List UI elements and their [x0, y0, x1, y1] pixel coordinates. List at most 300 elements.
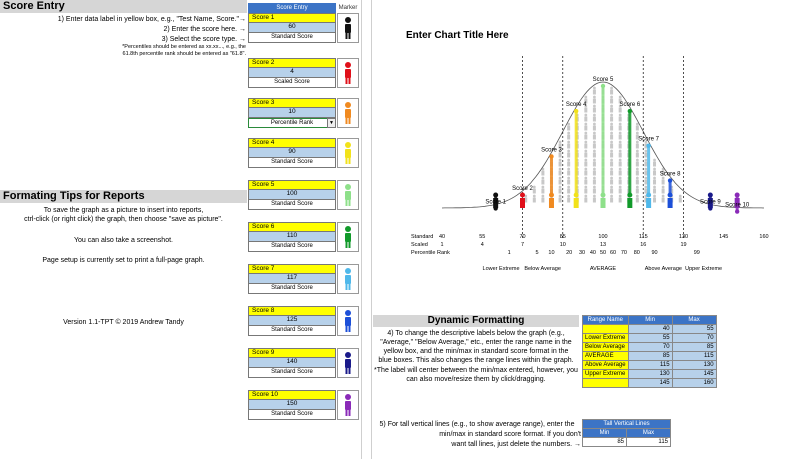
crowd-person-icon: [584, 108, 587, 113]
person-marker-icon: [601, 193, 606, 198]
score-type-select[interactable]: [248, 326, 336, 336]
axis-tick-label: 16: [640, 242, 647, 248]
crowd-person-icon: [584, 150, 587, 153]
score-block-10: [248, 390, 336, 420]
crowd-person-icon: [567, 177, 570, 180]
crowd-person-icon: [593, 123, 596, 126]
axis-tick-label: 145: [719, 234, 729, 240]
crowd-person-icon: [559, 141, 562, 144]
crowd-person-icon: [636, 153, 639, 158]
crowd-person-icon: [610, 153, 613, 158]
score-marker-icon: [646, 144, 650, 148]
score-type-select[interactable]: [248, 242, 336, 252]
crowd-person-icon: [559, 159, 562, 162]
crowd-person-icon: [653, 177, 656, 180]
crowd-person-icon: [610, 96, 613, 99]
range-min-input[interactable]: 55: [628, 334, 672, 343]
score-type-label: Standard Score: [271, 34, 313, 40]
crowd-person-icon: [619, 117, 622, 122]
crowd-person-icon: [645, 186, 648, 189]
score-label-input[interactable]: Score 7: [248, 264, 336, 274]
person-marker-icon: [574, 198, 579, 208]
crowd-person-icon: [644, 189, 647, 194]
crowd-person-icon: [584, 162, 587, 167]
tip-line-4: Page setup is currently set to print a full-page graph.: [42, 257, 205, 264]
crowd-person-icon: [593, 180, 596, 185]
range-min-header: Min: [628, 316, 672, 325]
axis-tick-label: 10: [548, 250, 555, 256]
marker-box-1: [337, 13, 359, 43]
crowd-person-icon: [584, 126, 587, 131]
range-row: [583, 379, 717, 388]
crowd-person-icon: [610, 141, 613, 144]
crowd-person-icon: [559, 177, 562, 180]
crowd-person-icon: [653, 189, 656, 194]
score-type-select[interactable]: [248, 368, 336, 378]
score-marker-icon: [668, 178, 672, 182]
crowd-person-icon: [567, 162, 570, 167]
range-max-input[interactable]: 145: [672, 370, 716, 379]
crowd-person-icon: [662, 198, 665, 203]
crowd-person-icon: [636, 159, 639, 162]
crowd-person-icon: [636, 171, 639, 176]
crowd-person-icon: [567, 126, 570, 131]
crowd-person-icon: [567, 135, 570, 140]
dynamic-title: Dynamic Formatting: [427, 315, 525, 326]
marker-box-10: [337, 390, 359, 420]
marker-box-2: [337, 58, 359, 88]
score-value-input[interactable]: 117: [248, 274, 336, 284]
score-block-7: [248, 264, 336, 294]
score-type-label: Standard Score: [271, 369, 313, 375]
crowd-person-icon: [610, 90, 613, 95]
crowd-person-icon: [610, 198, 613, 203]
crowd-person-icon: [619, 198, 622, 203]
score-block-6: [248, 222, 336, 252]
person-marker-icon: [668, 193, 673, 198]
range-name-header: Range Name: [583, 316, 629, 325]
crowd-person-icon: [533, 186, 536, 189]
crowd-person-icon: [653, 195, 656, 198]
person-marker-icon: [627, 198, 632, 208]
person-marker-icon: [549, 193, 554, 198]
crowd-person-icon: [567, 186, 570, 189]
crowd-person-icon: [584, 195, 587, 198]
crowd-person-icon: [619, 144, 622, 149]
dynamic-text-5: *The label will center between the min/max entered, however, you: [374, 367, 578, 374]
dynamic-text-3: yellow box, and the min/max in standard score format in the: [383, 348, 569, 355]
crowd-person-icon: [533, 195, 536, 198]
score-label-input[interactable]: Score 9: [248, 348, 336, 358]
crowd-person-icon: [584, 96, 587, 99]
dynamic-text-7: 5) For tall vertical lines (e.g., to show average range), enter the: [379, 421, 575, 428]
crowd-person-icon: [541, 180, 544, 185]
crowd-person-icon: [559, 186, 562, 189]
crowd-person-icon: [619, 177, 622, 180]
range-label: Upper Extreme: [685, 266, 723, 272]
crowd-person-icon: [567, 144, 570, 149]
axis-tick-label: 85: [559, 234, 566, 240]
crowd-person-icon: [593, 141, 596, 144]
score-type-select[interactable]: [248, 200, 336, 210]
crowd-person-icon: [593, 162, 596, 167]
range-min-input[interactable]: 145: [628, 379, 672, 388]
normal-curve-chart[interactable]: [372, 56, 794, 276]
crowd-person-icon: [636, 198, 639, 203]
person-marker-icon: [601, 198, 606, 208]
crowd-person-icon: [533, 189, 536, 194]
crowd-person-icon: [593, 87, 596, 90]
range-min-input[interactable]: 85: [628, 352, 672, 361]
crowd-person-icon: [584, 186, 587, 189]
person-marker-icon: [574, 193, 579, 198]
crowd-person-icon: [584, 171, 587, 176]
crowd-person-icon: [619, 159, 622, 162]
score-value-input[interactable]: 100: [248, 190, 336, 200]
score-label-input[interactable]: Score 4: [248, 138, 336, 148]
crowd-person-icon: [593, 96, 596, 99]
range-max-input[interactable]: 160: [672, 379, 716, 388]
score-type-select[interactable]: [248, 78, 336, 88]
person-marker-icon: [735, 193, 740, 198]
crowd-person-icon: [619, 141, 622, 144]
score-point-label: Score 7: [638, 136, 659, 143]
dynamic-text-1: 4) To change the descriptive labels below the graph (e.g.,: [387, 330, 565, 337]
score-entry-section-bar: [0, 0, 247, 13]
tall-max-input[interactable]: 115: [627, 438, 671, 447]
range-min-input[interactable]: 40: [628, 325, 672, 334]
axis-tick-label: 130: [678, 234, 689, 240]
crowd-person-icon: [653, 159, 656, 162]
range-name-input[interactable]: AVERAGE: [583, 352, 629, 361]
axis-row-label: Percentile Rank: [411, 250, 450, 256]
crowd-person-icon: [593, 144, 596, 149]
crowd-person-icon: [610, 99, 613, 104]
range-name-input[interactable]: Below Average: [583, 343, 629, 352]
crowd-person-icon: [593, 150, 596, 153]
score-block-2: [248, 58, 336, 88]
person-marker-icon: [520, 193, 525, 198]
range-row: [583, 343, 717, 352]
tip-line-1: To save the graph as a picture to insert into reports,: [43, 207, 204, 214]
range-max-input[interactable]: 130: [672, 361, 716, 370]
range-name-input[interactable]: Above Average: [583, 361, 629, 370]
crowd-person-icon: [584, 114, 587, 117]
crowd-person-icon: [533, 198, 536, 203]
range-table: [582, 315, 717, 388]
crowd-person-icon: [610, 189, 613, 194]
score-marker-icon: [735, 209, 739, 213]
score-value-input[interactable]: 110: [248, 232, 336, 242]
score-type-label: Standard Score: [271, 411, 313, 417]
marker-box-4: [337, 138, 359, 168]
score-label-input[interactable]: Score 1: [248, 13, 336, 23]
crowd-person-icon: [567, 132, 570, 135]
tips-title: Formating Tips for Reports: [3, 190, 145, 202]
score-type-select[interactable]: [248, 158, 336, 168]
score-type-label: Scaled Score: [274, 79, 310, 85]
crowd-person-icon: [619, 132, 622, 135]
score-value-input[interactable]: 90: [248, 148, 336, 158]
instruction-2: 2) Enter the score here. →: [163, 26, 246, 33]
crowd-person-icon: [636, 132, 639, 135]
score-label-input[interactable]: Score 6: [248, 222, 336, 232]
crowd-person-icon: [610, 126, 613, 131]
crowd-person-icon: [610, 177, 613, 180]
person-marker-icon: [338, 349, 358, 377]
crowd-person-icon: [593, 114, 596, 117]
crowd-person-icon: [636, 162, 639, 167]
crowd-person-icon: [584, 177, 587, 180]
crowd-person-icon: [619, 171, 622, 176]
range-min-input[interactable]: 70: [628, 343, 672, 352]
crowd-person-icon: [584, 141, 587, 144]
range-name-input[interactable]: [583, 379, 629, 388]
grid-line: [361, 0, 362, 459]
range-max-input[interactable]: 70: [672, 334, 716, 343]
person-marker-icon: [646, 193, 651, 198]
range-row: [583, 334, 717, 343]
marker-header: Marker: [338, 5, 358, 11]
crowd-person-icon: [619, 114, 622, 117]
crowd-person-icon: [636, 126, 639, 131]
crowd-person-icon: [644, 162, 647, 167]
crowd-person-icon: [645, 177, 648, 180]
crowd-person-icon: [567, 195, 570, 198]
range-label: Above Average: [644, 266, 682, 272]
crowd-person-icon: [619, 135, 622, 140]
axis-tick-label: 7: [520, 242, 525, 248]
crowd-person-icon: [610, 105, 613, 108]
score-point-label: Score 2: [512, 185, 533, 192]
crowd-person-icon: [593, 117, 596, 122]
person-marker-icon: [520, 198, 525, 208]
crowd-person-icon: [593, 171, 596, 176]
crowd-person-icon: [610, 150, 613, 153]
crowd-person-icon: [584, 117, 587, 122]
crowd-person-icon: [593, 195, 596, 198]
range-name-input[interactable]: [583, 325, 629, 334]
crowd-person-icon: [567, 171, 570, 176]
crowd-person-icon: [584, 180, 587, 185]
axis-tick-label: 115: [638, 234, 648, 240]
crowd-person-icon: [610, 144, 613, 149]
crowd-person-icon: [610, 108, 613, 113]
score-block-5: [248, 180, 336, 210]
range-min-input[interactable]: 115: [628, 361, 672, 370]
range-max-input[interactable]: 55: [672, 325, 716, 334]
person-marker-icon: [338, 139, 358, 167]
crowd-person-icon: [584, 159, 587, 162]
score-block-9: [248, 348, 336, 378]
axis-tick-label: 19: [680, 242, 687, 248]
range-row: [583, 361, 717, 370]
crowd-person-icon: [584, 123, 587, 126]
crowd-person-icon: [567, 159, 570, 162]
crowd-person-icon: [679, 198, 682, 203]
crowd-person-icon: [619, 126, 622, 131]
crowd-person-icon: [619, 150, 622, 153]
dynamic-text-8: min/max in standard score format. If you don't: [439, 431, 581, 438]
person-marker-icon: [708, 193, 713, 198]
crowd-person-icon: [541, 198, 544, 203]
score-block-1: [248, 13, 336, 43]
score-type-select[interactable]: [248, 284, 336, 294]
crowd-person-icon: [653, 186, 656, 189]
score-value-input[interactable]: 150: [248, 400, 336, 410]
score-marker-icon: [601, 84, 605, 88]
crowd-person-icon: [584, 189, 587, 194]
crowd-person-icon: [619, 189, 622, 194]
tall-lines-table: [582, 419, 671, 447]
axis-tick-label: 60: [610, 250, 617, 256]
dynamic-text-6: can also move/resize them by click/dragging.: [406, 376, 546, 383]
crowd-person-icon: [653, 198, 656, 203]
axis-tick-label: 13: [599, 242, 607, 248]
tips-section-bar: [0, 190, 247, 203]
crowd-person-icon: [593, 168, 596, 171]
crowd-person-icon: [636, 168, 639, 171]
range-name-input[interactable]: Lower Extreme: [583, 334, 629, 343]
percentile-note-1: *Percentiles should be entered as xx.xx..., e.g., the: [122, 44, 246, 50]
score-point-label: Score 5: [592, 77, 614, 83]
score-point-label: Score 1: [485, 199, 507, 206]
range-name-input[interactable]: Upper Extreme: [583, 370, 629, 379]
range-row: [583, 370, 717, 379]
crowd-person-icon: [619, 186, 622, 189]
crowd-person-icon: [593, 108, 596, 113]
crowd-person-icon: [653, 162, 656, 167]
axis-tick-label: 70: [519, 234, 526, 240]
crowd-person-icon: [567, 198, 570, 203]
range-label: Lower Extreme: [482, 266, 520, 272]
crowd-person-icon: [593, 135, 596, 140]
crowd-person-icon: [584, 168, 587, 171]
score-label-input[interactable]: Score 2: [248, 58, 336, 68]
crowd-person-icon: [645, 159, 648, 162]
range-max-input[interactable]: 115: [672, 352, 716, 361]
tall-min-label: Min: [583, 429, 627, 438]
axis-tick-label: 1: [507, 250, 511, 256]
crowd-person-icon: [610, 132, 613, 135]
instruction-3: 3) Select the score type. →: [161, 36, 246, 43]
score-label-input[interactable]: Score 8: [248, 306, 336, 316]
range-label: Below Average: [524, 266, 561, 272]
score-type-label: Standard Score: [271, 285, 313, 291]
percentile-note-2: 61.8th percentile rank should be entered as "61.8".: [122, 51, 246, 57]
score-label-input[interactable]: Score 3: [248, 98, 336, 108]
person-marker-icon: [338, 307, 358, 335]
tall-lines-header: Tall Vertical Lines: [583, 420, 671, 429]
range-min-input[interactable]: 130: [628, 370, 672, 379]
axis-tick-label: 90: [651, 250, 658, 256]
score-label-input[interactable]: Score 10: [248, 390, 336, 400]
person-marker-icon: [627, 193, 632, 198]
tip-line-3: You can also take a screenshot.: [74, 237, 173, 244]
score-type-select[interactable]: [248, 33, 336, 43]
range-max-input[interactable]: 85: [672, 343, 716, 352]
crowd-person-icon: [610, 180, 613, 185]
crowd-person-icon: [662, 186, 665, 189]
crowd-person-icon: [593, 189, 596, 194]
axis-tick-label: 100: [598, 234, 608, 240]
version-text: Version 1.1-TPT © 2019 Andrew Tandy: [63, 319, 184, 326]
score-point-label: Score 10: [725, 202, 750, 209]
axis-tick-label: 1: [440, 242, 444, 248]
score-marker-icon: [574, 109, 578, 113]
crowd-person-icon: [559, 195, 562, 198]
range-row: [583, 352, 717, 361]
crowd-person-icon: [610, 195, 613, 198]
score-value-input[interactable]: 60: [248, 23, 336, 33]
score-point-label: Score 8: [659, 171, 681, 178]
person-marker-icon: [338, 14, 358, 42]
crowd-person-icon: [636, 177, 639, 180]
dropdown-arrow-icon[interactable]: ▼: [327, 118, 336, 128]
axis-tick-label: 4: [480, 242, 484, 248]
instruction-1: 1) Enter data label in yellow box, e.g., "Test Name, Score."→: [57, 16, 246, 23]
tall-min-input[interactable]: 85: [583, 438, 627, 447]
marker-box-7: [337, 264, 359, 294]
crowd-person-icon: [593, 186, 596, 189]
crowd-person-icon: [679, 195, 682, 198]
crowd-person-icon: [619, 123, 622, 126]
score-value-input[interactable]: 4: [248, 68, 336, 78]
score-point-label: Score 3: [541, 147, 562, 154]
person-marker-icon: [338, 391, 358, 419]
crowd-person-icon: [636, 144, 639, 149]
crowd-person-icon: [610, 186, 613, 189]
crowd-person-icon: [610, 135, 613, 140]
range-row: [583, 325, 717, 334]
crowd-person-icon: [644, 180, 647, 185]
crowd-person-icon: [610, 114, 613, 117]
crowd-person-icon: [610, 117, 613, 122]
person-marker-icon: [549, 198, 554, 208]
dynamic-text-9: want tall lines, just delete the numbers. →: [451, 441, 581, 448]
axis-tick-label: 10: [559, 242, 566, 248]
axis-tick-label: 5: [535, 250, 539, 256]
crowd-person-icon: [584, 144, 587, 149]
crowd-person-icon: [619, 195, 622, 198]
crowd-person-icon: [636, 186, 639, 189]
crowd-person-icon: [653, 171, 656, 176]
person-marker-icon: [493, 193, 498, 198]
crowd-person-icon: [593, 153, 596, 158]
crowd-person-icon: [619, 162, 622, 167]
dynamic-text-4: blue boxes. This also changes the range lines within the graph.: [378, 357, 574, 364]
axis-tick-label: 99: [693, 250, 700, 256]
chart-title[interactable]: Enter Chart Title Here: [406, 30, 509, 41]
score-type-select[interactable]: [248, 410, 336, 420]
score-type-select[interactable]: [248, 118, 336, 128]
crowd-person-icon: [559, 189, 562, 194]
score-value-input[interactable]: 140: [248, 358, 336, 368]
score-label-input[interactable]: Score 5: [248, 180, 336, 190]
score-marker-icon: [549, 154, 553, 158]
score-value-input[interactable]: 10: [248, 108, 336, 118]
crowd-person-icon: [662, 189, 665, 194]
crowd-person-icon: [567, 168, 570, 171]
crowd-person-icon: [636, 180, 639, 185]
person-marker-icon: [668, 198, 673, 208]
crowd-person-icon: [593, 132, 596, 135]
crowd-person-icon: [610, 162, 613, 167]
person-marker-icon: [338, 265, 358, 293]
score-value-input[interactable]: 125: [248, 316, 336, 326]
crowd-person-icon: [619, 180, 622, 185]
dynamic-section-bar: [373, 315, 579, 327]
